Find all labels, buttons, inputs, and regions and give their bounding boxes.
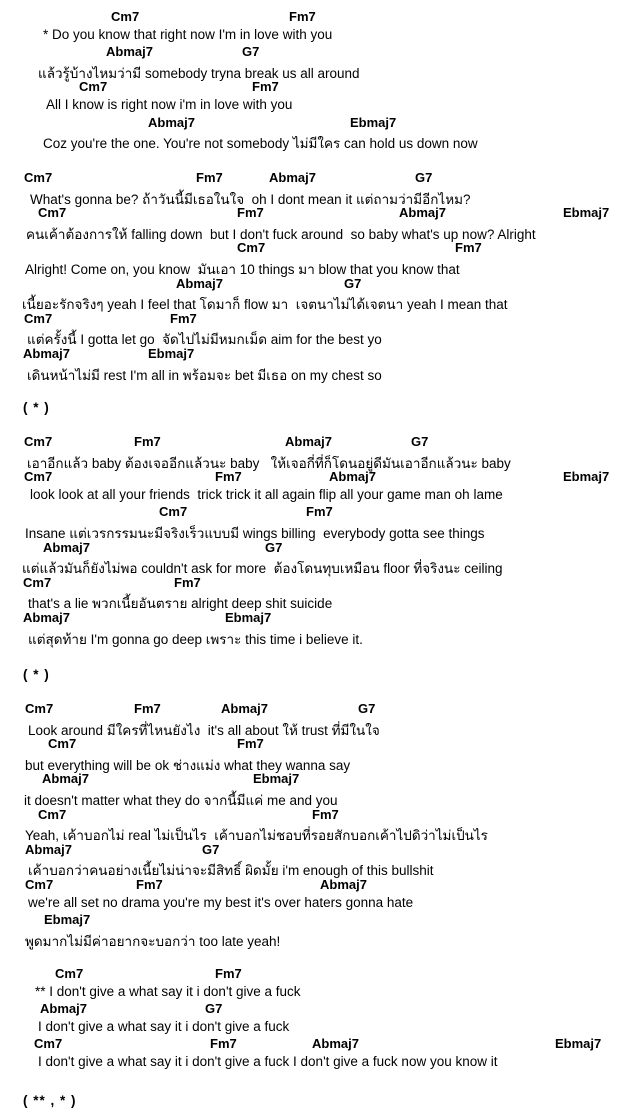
chord-label: Fm7 bbox=[174, 574, 201, 590]
lyric-line bbox=[0, 26, 620, 44]
chord-label: G7 bbox=[415, 170, 433, 185]
verse-2 bbox=[0, 169, 620, 383]
chord-label: Cm7 bbox=[24, 469, 53, 485]
chord-line bbox=[0, 770, 620, 788]
chord-label: Abmaj7 bbox=[221, 701, 268, 716]
chord-label: Abmaj7 bbox=[176, 275, 223, 291]
chord-label: Fm7 bbox=[210, 1036, 237, 1052]
chord-label: Cm7 bbox=[38, 806, 67, 822]
lyric-text: เอาอีกแล้ว baby ต้องเจออีกแล้วนะ baby ให้เจอกี่ที่ก็โดนอยู่ดีมันเอาอีกแล้วนะ baby bbox=[27, 455, 511, 471]
lyric-text: Insane แต่เวรกรรมนะมีจริงเร็วแบบมี wings billing everybody gotta see things bbox=[25, 525, 485, 541]
chord-label: Abmaj7 bbox=[320, 876, 367, 892]
chord-label: Cm7 bbox=[34, 1036, 63, 1052]
lyric-line bbox=[0, 753, 620, 771]
lyric-line bbox=[0, 131, 620, 152]
chord-label: Fm7 bbox=[237, 736, 264, 752]
lyric-text: แล้วรู้บ้างไหมว่ามี somebody tryna break us all around bbox=[38, 65, 360, 81]
chord-label: Abmaj7 bbox=[23, 609, 70, 625]
chord-line bbox=[0, 806, 620, 824]
lyric-text: ** I don't give a what say it i don't give a fuck bbox=[35, 983, 301, 999]
chord-label: Fm7 bbox=[215, 469, 242, 485]
chord-label: Fm7 bbox=[196, 170, 223, 185]
chord-label: Cm7 bbox=[25, 876, 54, 892]
lyric-line bbox=[0, 823, 620, 844]
lyric-line bbox=[0, 96, 620, 114]
chord-label: G7 bbox=[242, 44, 260, 60]
chord-line bbox=[0, 78, 620, 96]
repeat-marker bbox=[0, 1092, 620, 1110]
chord-line bbox=[0, 911, 620, 929]
chord-label: Fm7 bbox=[289, 9, 316, 24]
lyric-text: แต่สุดท้าย I'm gonna go deep เพราะ this time i believe it. bbox=[28, 631, 363, 647]
verse-1 bbox=[0, 8, 620, 152]
chord-line bbox=[0, 965, 620, 983]
chord-line bbox=[0, 700, 620, 718]
chord-line bbox=[0, 1000, 620, 1018]
chord-label: G7 bbox=[344, 275, 362, 291]
lyric-line bbox=[0, 257, 620, 275]
lyric-line bbox=[0, 788, 620, 806]
lyric-line bbox=[0, 1018, 620, 1036]
repeat-marker-3 bbox=[0, 1092, 620, 1110]
chord-line bbox=[0, 503, 620, 521]
chord-line bbox=[0, 609, 620, 627]
lyric-text: Look around มีใครที่ไหนยังไง it's all about ให้ trust ที่มีในใจ bbox=[28, 722, 380, 738]
repeat-marker-2 bbox=[0, 666, 620, 684]
lyric-text: Alright! Come on, you know มันเอา 10 things มา blow that you know that bbox=[25, 261, 460, 277]
lyric-line bbox=[0, 363, 620, 381]
lyric-text: I don't give a what say it i don't give a fuck I don't give a fuck now you know it bbox=[38, 1053, 498, 1069]
chord-label: Fm7 bbox=[136, 876, 163, 892]
lyric-text: Yeah, เค้าบอกไม่ real ไม่เป็นไร เค้าบอกไม่ชอบที่รอยสักบอกเค้าไปดิว่าไม่เป็นไร bbox=[25, 828, 488, 844]
chord-line bbox=[0, 114, 620, 132]
chord-label: Ebmaj7 bbox=[253, 771, 300, 787]
lyric-line bbox=[0, 486, 620, 504]
chord-label: Cm7 bbox=[111, 9, 140, 24]
chord-label: Ebmaj7 bbox=[225, 609, 272, 625]
chord-label: G7 bbox=[358, 701, 376, 716]
lyric-text: คนเค้าต้องการให้ falling down but I don't fuck around so baby what's up now? Alright bbox=[26, 226, 536, 242]
chord-label: G7 bbox=[205, 1001, 223, 1017]
chord-label: Ebmaj7 bbox=[555, 1036, 602, 1052]
chord-label: Abmaj7 bbox=[399, 205, 446, 221]
chord-label: Abmaj7 bbox=[43, 539, 90, 555]
lyric-line bbox=[0, 718, 620, 736]
chord-label: Abmaj7 bbox=[269, 170, 316, 185]
verse-3 bbox=[0, 433, 620, 647]
chord-label: Cm7 bbox=[24, 310, 53, 326]
chord-line bbox=[0, 8, 620, 26]
chord-label: Fm7 bbox=[215, 966, 242, 981]
lyric-line bbox=[0, 61, 620, 79]
chord-label: Fm7 bbox=[252, 79, 279, 95]
repeat-marker-1 bbox=[0, 399, 620, 417]
repeat-marker-text: ( ** , * ) bbox=[23, 1093, 77, 1108]
lyric-text: that's a lie พวกเนี้ยอันตราย alright deep shit suicide bbox=[28, 596, 333, 612]
lyric-line bbox=[0, 187, 620, 205]
lyric-text: What's gonna be? ถ้าวันนี้มีเธอในใจ oh I dont mean it แต่ถามว่ามีอีกไหม? bbox=[30, 191, 471, 207]
chord-label: Cm7 bbox=[38, 205, 67, 221]
chord-label: Cm7 bbox=[24, 434, 53, 449]
lyric-line bbox=[0, 292, 620, 313]
lyric-text: แต่ครั้งนี้ I gotta let go จัดไปไม่มีหมกเม็ด aim for the best yo bbox=[27, 332, 382, 348]
chord-line bbox=[0, 345, 620, 363]
lyric-line bbox=[0, 521, 620, 539]
chord-line bbox=[0, 204, 620, 222]
chord-label: Ebmaj7 bbox=[350, 114, 397, 130]
lyric-text: look look at all your friends trick trick it all again flip all your game man oh lame bbox=[30, 486, 503, 502]
lyric-line bbox=[0, 451, 620, 469]
lyric-text: I don't give a what say it i don't give a fuck bbox=[38, 1018, 290, 1034]
chorus bbox=[0, 965, 620, 1071]
chord-line bbox=[0, 876, 620, 894]
chord-line bbox=[0, 275, 620, 293]
repeat-marker bbox=[0, 666, 620, 684]
lyric-text: เนี้ยอะรักจริงๆ yeah I feel that โดมาก็ flow มา เจตนาไม่ได้เจตนา yeah I mean that bbox=[22, 297, 508, 313]
chord-line bbox=[0, 239, 620, 257]
lyric-line bbox=[0, 929, 620, 947]
chord-label: Ebmaj7 bbox=[44, 912, 91, 928]
chord-label: Ebmaj7 bbox=[563, 205, 610, 221]
chord-label: Fm7 bbox=[312, 806, 339, 822]
chord-label: Fm7 bbox=[170, 310, 197, 326]
chord-line bbox=[0, 841, 620, 859]
chord-label: Cm7 bbox=[23, 574, 52, 590]
repeat-marker-text: ( * ) bbox=[23, 667, 50, 682]
chord-label: Abmaj7 bbox=[42, 771, 89, 787]
chord-label: Cm7 bbox=[24, 170, 53, 185]
lyric-line bbox=[0, 222, 620, 240]
chord-label: G7 bbox=[202, 841, 220, 857]
chord-label: Abmaj7 bbox=[25, 841, 72, 857]
chord-label: Abmaj7 bbox=[148, 114, 195, 130]
chord-label: Cm7 bbox=[25, 701, 54, 716]
chord-label: Fm7 bbox=[455, 240, 482, 256]
lyric-text: แต่แล้วมันก็ยังไม่พอ couldn't ask for more ต้องโดนทุบเหมือน floor ที่จริงนะ ceiling bbox=[22, 561, 503, 577]
chord-label: Fm7 bbox=[306, 504, 333, 520]
lyric-line bbox=[0, 556, 620, 577]
lyric-line bbox=[0, 983, 620, 1001]
repeat-marker bbox=[0, 399, 620, 417]
lyric-line bbox=[0, 591, 620, 612]
chord-label: Fm7 bbox=[237, 205, 264, 221]
lyric-line bbox=[0, 627, 620, 645]
chord-label: Cm7 bbox=[159, 504, 188, 520]
chord-label: G7 bbox=[411, 434, 429, 449]
chord-line bbox=[0, 433, 620, 451]
lyric-line bbox=[0, 327, 620, 348]
chord-label: Cm7 bbox=[48, 736, 77, 752]
chord-line bbox=[0, 468, 620, 486]
chord-label: Fm7 bbox=[134, 434, 161, 449]
lyric-text: Coz you're the one. You're not somebody ไม่มีใคร can hold us down now bbox=[43, 136, 478, 152]
chord-label: Abmaj7 bbox=[106, 44, 153, 60]
chord-label: Abmaj7 bbox=[40, 1001, 87, 1017]
lyric-text: เค้าบอกว่าคนอย่างเนี้ยไม่น่าจะมีสิทธิ์ ผิดมั้ย i'm enough of this bullshit bbox=[28, 863, 434, 879]
chord-line bbox=[0, 1035, 620, 1053]
chord-label: Ebmaj7 bbox=[563, 469, 610, 485]
lyric-text: we're all set no drama you're my best it's over haters gonna hate bbox=[28, 894, 414, 910]
lyric-line bbox=[0, 858, 620, 879]
lyric-text: but everything will be ok ช่างแม่ง what they wanna say bbox=[25, 757, 351, 773]
lyric-text: พูดมากไม่มีค่าอยากจะบอกว่า too late yeah! bbox=[25, 933, 281, 949]
verse-4 bbox=[0, 700, 620, 949]
lyric-line bbox=[0, 894, 620, 912]
chord-label: G7 bbox=[265, 539, 283, 555]
chord-line bbox=[0, 574, 620, 592]
chord-line bbox=[0, 735, 620, 753]
chord-label: Fm7 bbox=[134, 701, 161, 716]
chord-line bbox=[0, 310, 620, 328]
lyric-text: * Do you know that right now I'm in love with you bbox=[43, 26, 333, 42]
lyric-text: it doesn't matter what they do จากนี้มีแค่ me and you bbox=[24, 792, 338, 808]
chord-label: Abmaj7 bbox=[312, 1036, 359, 1052]
chord-line bbox=[0, 539, 620, 557]
chord-label: Cm7 bbox=[55, 966, 84, 981]
chord-line bbox=[0, 43, 620, 61]
repeat-marker-text: ( * ) bbox=[23, 400, 50, 415]
lyric-text: เดินหน้าไม่มี rest I'm all in พร้อมจะ bet มีเธอ on my chest so bbox=[27, 367, 382, 383]
chord-label: Cm7 bbox=[237, 240, 266, 256]
chord-label: Cm7 bbox=[79, 79, 108, 95]
chord-label: Abmaj7 bbox=[329, 469, 376, 485]
lyric-line bbox=[0, 1053, 620, 1071]
chord-label: Ebmaj7 bbox=[148, 345, 195, 361]
chord-line bbox=[0, 169, 620, 187]
lyric-text: All I know is right now i'm in love with you bbox=[46, 96, 293, 112]
chord-label: Abmaj7 bbox=[285, 434, 332, 449]
chord-label: Abmaj7 bbox=[23, 345, 70, 361]
